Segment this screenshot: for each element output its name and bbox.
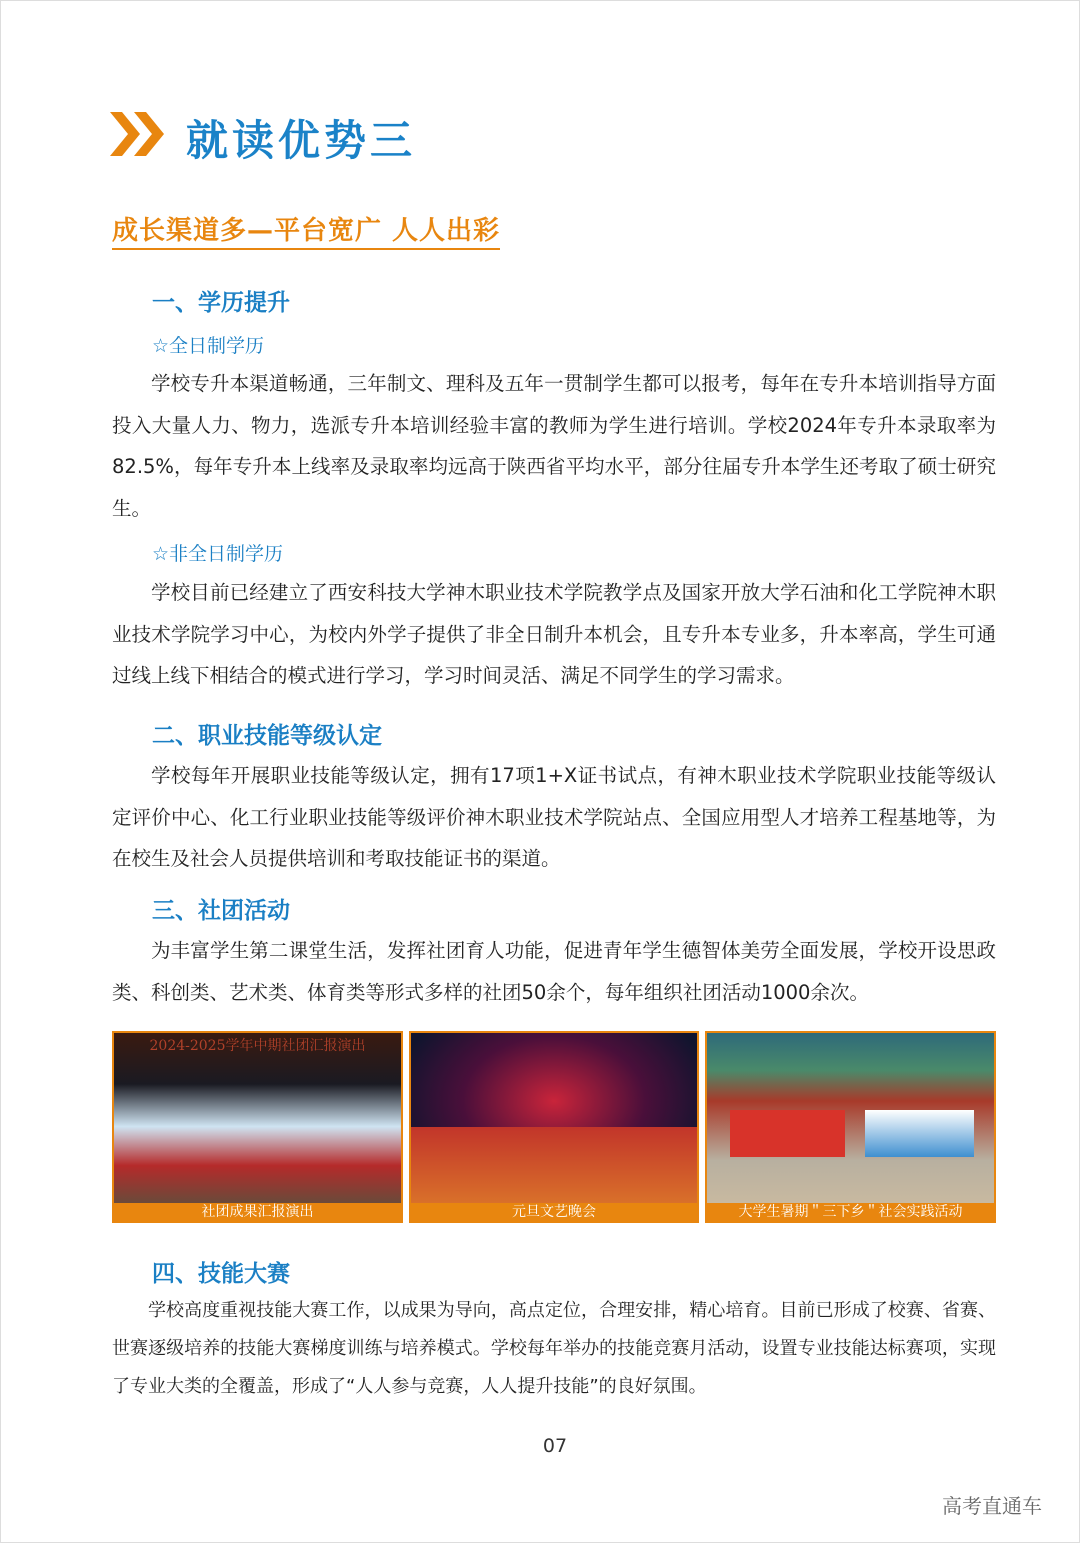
- photo-summer-practice: [705, 1031, 996, 1223]
- photo-image: [707, 1033, 994, 1203]
- photo-caption: 社团成果汇报演出: [114, 1203, 401, 1221]
- section-heading-skills-cert: 二、职业技能等级认定: [152, 723, 382, 749]
- section-heading-competitions: 四、技能大赛: [152, 1261, 290, 1287]
- page-title: 就读优势三: [186, 116, 417, 165]
- paragraph-competitions: 学校高度重视技能大赛工作，以成果为导向，高点定位，合理安排，精心培育。目前已形成了校赛、省赛、世赛逐级培养的技能大赛梯度训练与培养模式。学校每年举办的技能竞赛月活动，设置专业技能达标赛项，实现了专业大类的全覆盖，形成了“人人参与竞赛，人人提升技能”的良好氛围。: [112, 1300, 996, 1397]
- paragraph-clubs: 为丰富学生第二课堂生活，发挥社团育人功能，促进青年学生德智体美劳全面发展，学校开设思政类、科创类、艺术类、体育类等形式多样的社团50余个，每年组织社团活动1000余次。: [112, 939, 996, 1004]
- photo-image: [411, 1033, 697, 1203]
- photo-new-year-gala: [409, 1031, 699, 1223]
- photo-image: [114, 1033, 401, 1203]
- subsection-label-parttime: ☆非全日制学历: [152, 543, 284, 565]
- photo-caption: 元旦文艺晚会: [411, 1203, 697, 1221]
- photo-banner-text: 2024-2025学年中期社团汇报演出: [149, 1038, 366, 1054]
- photo-caption: 大学生暑期＂三下乡＂社会实践活动: [707, 1203, 994, 1221]
- page-number: 07: [542, 1435, 568, 1457]
- page-subtitle: 成长渠道多—平台宽广 人人出彩: [112, 214, 500, 250]
- section-heading-education: 一、学历提升: [152, 290, 290, 316]
- photo-club-performance: [112, 1031, 403, 1223]
- paragraph-skills-cert: 学校每年开展职业技能等级认定，拥有17项1+X证书试点，有神木职业技术学院职业技能等级认定评价中心、化工行业职业技能等级评价神木职业技术学院站点、全国应用型人才培养工程基地等，为在校生及社会人员提供培训和考取技能证书的渠道。: [112, 764, 996, 871]
- subsection-label-fulltime: ☆全日制学历: [152, 335, 265, 357]
- section-heading-clubs: 三、社团活动: [152, 898, 290, 924]
- paragraph-fulltime: 学校专升本渠道畅通，三年制文、理科及五年一贯制学生都可以报考，每年在专升本培训指导方面投入大量人力、物力，选派专升本培训经验丰富的教师为学生进行培训。学校2024年专升本录取率为82.5%，每年专升本上线率及录取率均远高于陕西省平均水平，部分往届专升本学生还考取了硕士研究生。: [112, 372, 996, 521]
- paragraph-parttime: 学校目前已经建立了西安科技大学神木职业技术学院教学点及国家开放大学石油和化工学院神木职业技术学院学习中心，为校内外学子提供了非全日制升本机会，且专升本专业多，升本率高，学生可通过线上线下相结合的模式进行学习，学习时间灵活、满足不同学生的学习需求。: [112, 581, 996, 688]
- double-chevron-icon: [108, 110, 168, 158]
- watermark: 高考直通车: [942, 1494, 1042, 1518]
